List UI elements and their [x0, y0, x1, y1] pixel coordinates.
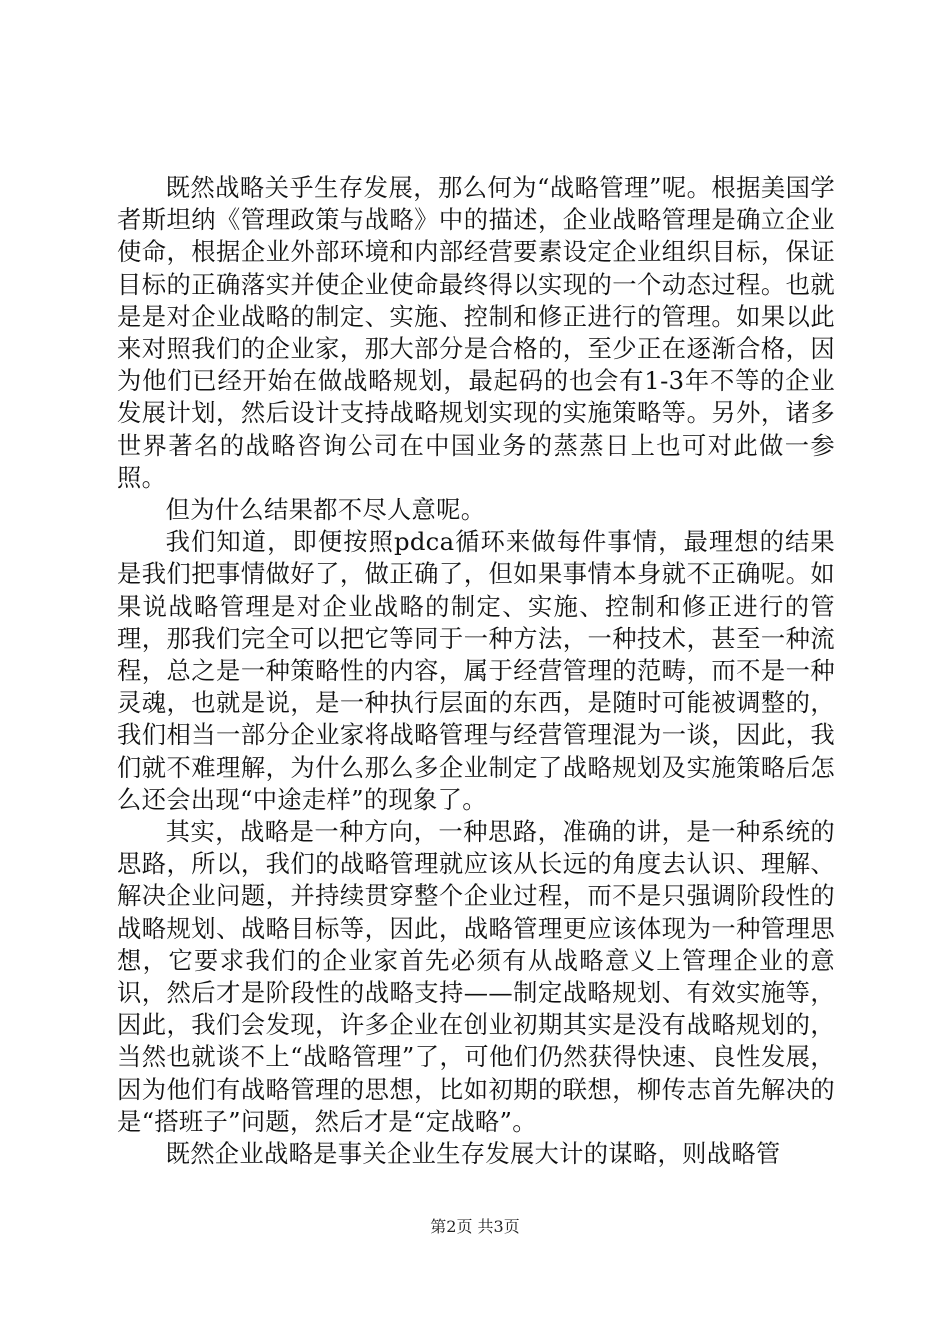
paragraph-4: 其实，战略是一种方向，一种思路，准确的讲，是一种系统的思路，所以，我们的战略管理就应该从长远的角度去认识、理解、解决企业问题，并持续贯穿整个企业过程，而不是只强调阶段性的战略规划、战略目标等，因此，战略管理更应该体现为一种管理思想，它要求我们的企业家首先必须有从战略意义上管理企业的意识，然后才是阶段性的战略支持——制定战略规划、有效实施等，因此，我们会发现，许多企业在创业初期其实是没有战略规划的，当然也就谈不上“战略管理”了，可他们仍然获得快速、良性发展，因为他们有战略管理的思想，比如初期的联想，柳传志首先解决的是“搭班子”问题，然后才是“定战略”。 [117, 817, 835, 1136]
paragraph-1: 既然战略关乎生存发展，那么何为“战略管理”呢。根据美国学者斯坦纳《管理政策与战略》中的描述，企业战略管理是确立企业使命，根据企业外部环境和内部经营要素设定企业组织目标，保证目标的正确落实并使企业使命最终得以实现的一个动态过程。也就是是对企业战略的制定、实施、控制和修正进行的管理。如果以此来对照我们的企业家，那大部分是合格的，至少正在逐渐合格，因为他们已经开始在做战略规划，最起码的也会有1-3年不等的企业发展计划，然后设计支持战略规划实现的实施策略等。另外，诸多世界著名的战略咨询公司在中国业务的蒸蒸日上也可对此做一参照。 [117, 173, 835, 492]
paragraph-3: 我们知道，即便按照pdca循环来做每件事情，最理想的结果是我们把事情做好了，做正确了，但如果事情本身就不正确呢。如果说战略管理是对企业战略的制定、实施、控制和修正进行的管理，那我们完全可以把它等同于一种方法，一种技术，甚至一种流程，总之是一种策略性的内容，属于经营管理的范畴，而不是一种灵魂，也就是说，是一种执行层面的东西，是随时可能被调整的，我们相当一部分企业家将战略管理与经营管理混为一谈，因此，我们就不难理解，为什么那么多企业制定了战略规划及实施策略后怎么还会出现“中途走样”的现象了。 [117, 527, 835, 814]
paragraph-5: 既然企业战略是事关企业生存发展大计的谋略，则战略管 [165, 1139, 781, 1169]
page-footer: 第2页 共3页 [430, 1217, 520, 1236]
body-text [117, 172, 835, 1170]
paragraph-2: 但为什么结果都不尽人意呢。 [165, 495, 486, 525]
